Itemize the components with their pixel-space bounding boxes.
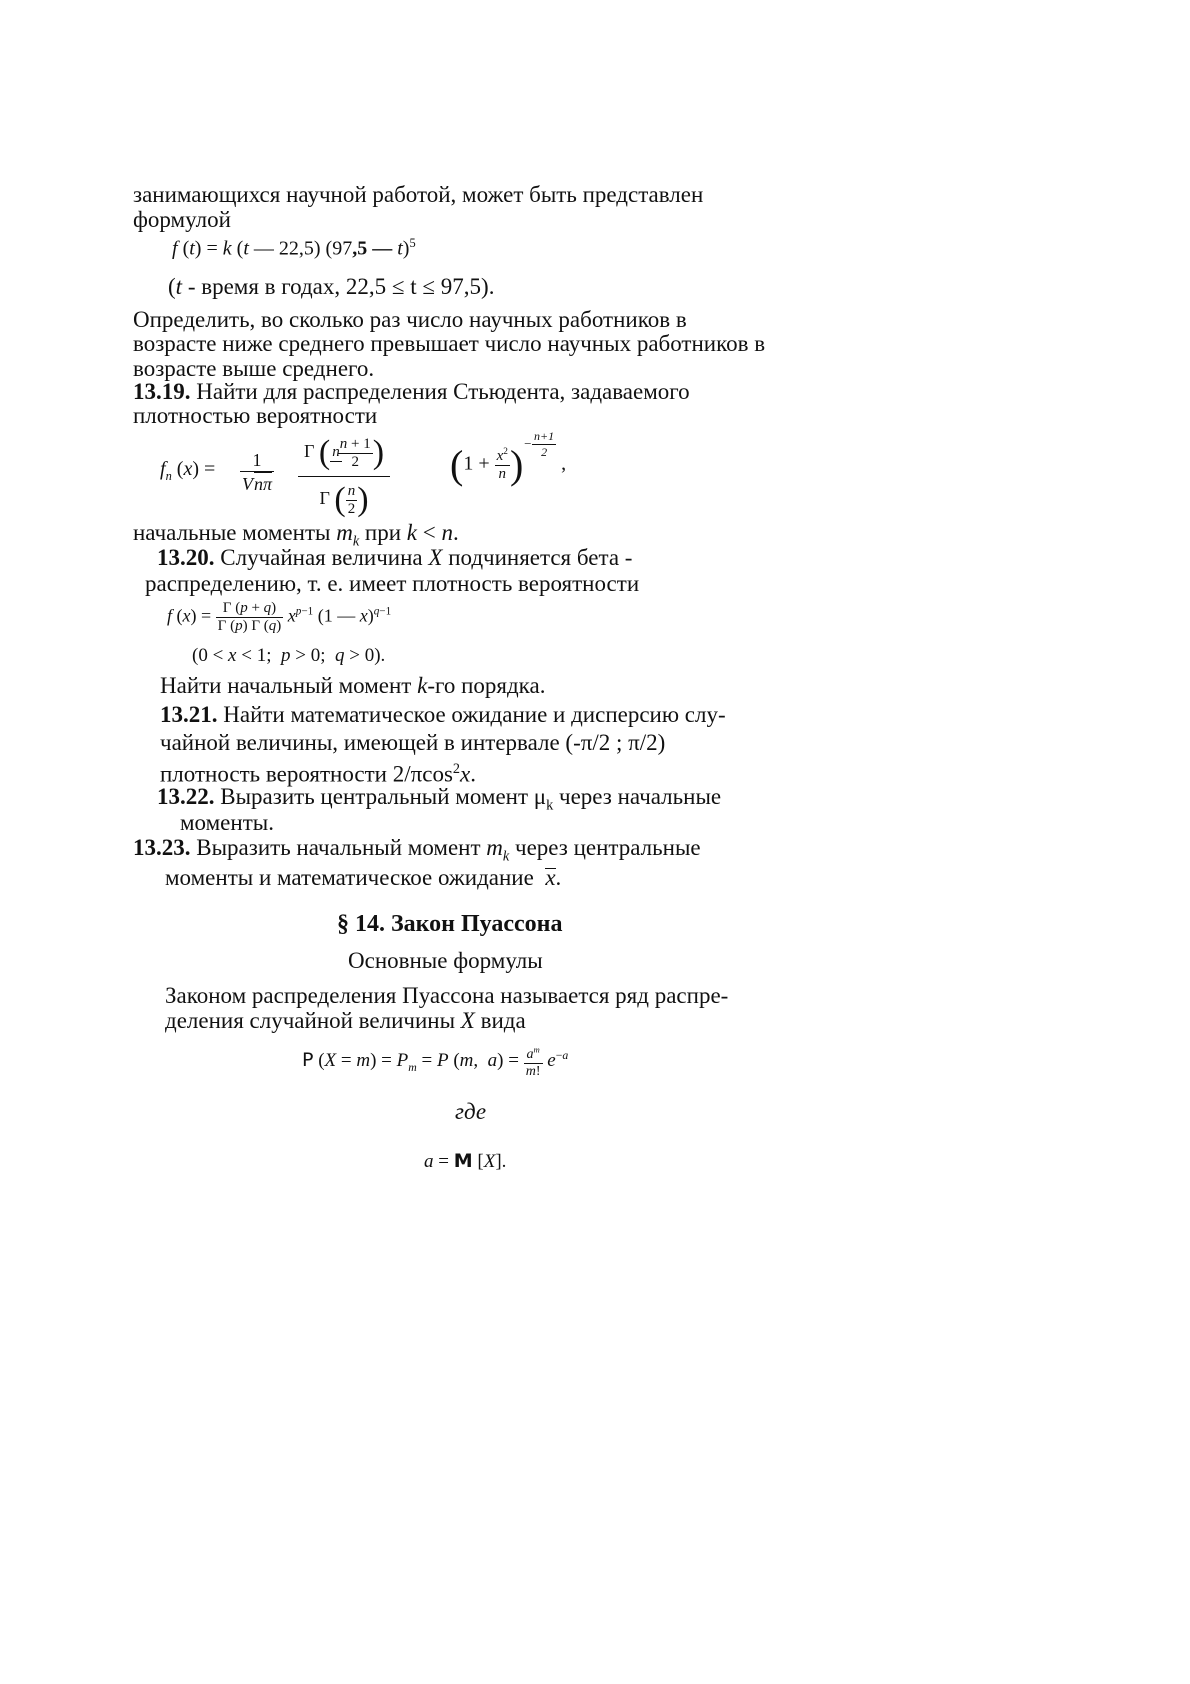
text-line: занимающихся научной работой, может быть представлен (133, 182, 704, 207)
subsection-title: Основные формулы (348, 948, 543, 973)
text-line: Определить, во сколько раз число научных работников в (133, 307, 687, 332)
text-where: где (455, 1099, 487, 1124)
text-line: деления случайной величины X вида (165, 1008, 526, 1033)
formula-ft: f (t) = k (t — 22,5) (97,5 — t)$^5$ (172, 236, 416, 260)
text-line: моменты. (180, 810, 274, 835)
formula-mean: a = M [X]. (424, 1150, 507, 1172)
section-title: § 14. Закон Пуассона (337, 911, 563, 937)
text-line: плотностью вероятности (133, 403, 378, 428)
problem-13-19: 13.19. Найти для распределения Стьюдента, задаваемого (133, 379, 690, 404)
problem-13-20: 13.20. Случайная величина X подчиняется бета - (157, 545, 633, 570)
text-line: возрасте ниже среднего превышает число научных работников в (133, 331, 766, 356)
document-page: занимающихся научной работой, может быть представлен формулой f (t) = k (t — 22,5) (97,5 — t)$^5$ (t - время в годах, 22,5 ≤ t ≤ 97,5). Определить, во сколько раз число научных работников в возрасте ниже среднего превышает число научных работников в возрасте выше среднего. 13.19. Найти для распределения Стьюдента, задаваемого плотностью вероятности $f_n$ (x) = 1 Vnπ Γ ( n $\frac{n + 1}{2}$ ) Γ ( $\frac{n}{2}$ ) (1 + $\frac{x^2}{n}$ )$^{- \frac{n+1}{2}}$ , начальные моменты $m_k$ при k < n. 13.20. Случайная величина X подчиняется бета - распределению, т. е. имеет плотность вероятности f (x) = $\frac{\Gamma (p + q)}{\Gamma (p) \Gamma (q)}$ $x^{p-1}$ (1 — x)$^{q-1}$ (0 < x < 1; p > 0; q > 0). Найти начальный момент k-го порядка. 13.21. Найти математическое ожидание и дисперсию слу- чайной величины, имеющей в интервале (-π/2 ; π/2) плотность вероятности 2/πcos$^2$x. 13.22. Выразить центральный момент $\mu_k$ через начальные моменты. 13.23. Выразить начальный момент $m_k$ через центральные моменты и математическое ожидание x. § 14. Закон Пуассона Основные формулы Законом распределения Пуассона называется ряд распре- деления случайной величины X вида P $(X = m) = P_m = P$ (m, a) = $\frac{a^m}{m!}$ $e^{-a}$ где a = M [X]. (133, 182, 766, 1172)
text-line: формулой (133, 207, 231, 232)
text-line: возрасте выше среднего. (133, 356, 375, 381)
text-line: распределению, т. е. имеет плотность вероятности (145, 571, 640, 596)
problem-13-21: 13.21. Найти математическое ожидание и дисперсию слу- (160, 702, 726, 727)
text-line: Законом распределения Пуассона называется ряд распре- (165, 983, 729, 1008)
text-line: плотность вероятности 2/πcos$^2$x. (160, 761, 476, 787)
text-line: (t - время в годах, 22,5 ≤ t ≤ 97,5). (168, 274, 495, 299)
text-line: Найти начальный момент k-го порядка. (160, 673, 546, 698)
formula-beta: f (x) = $\frac{\Gamma (p + q)}{\Gamma (p) \Gamma (q)}$ $x^{p-1}$ (1 — x)$^{q-1}$ (167, 600, 392, 634)
problem-13-23: 13.23. Выразить начальный момент $m_k$ через центральные (133, 835, 701, 865)
problem-13-22: 13.22. Выразить центральный момент $\mu_k$ через начальные (157, 784, 722, 814)
text-line: начальные моменты $m_k$ при k < n. (133, 520, 459, 550)
formula-poisson: P $(X = m) = P_m = P$ (m, a) = $\frac{a^m}{m!}$ $e^{-a}$ (302, 1044, 569, 1079)
text-line: моменты и математическое ожидание x. (165, 865, 562, 890)
formula-beta-conditions: (0 < x < 1; p > 0; q > 0). (192, 645, 386, 666)
text-line: чайной величины, имеющей в интервале (-π/2 ; π/2) (160, 730, 666, 755)
